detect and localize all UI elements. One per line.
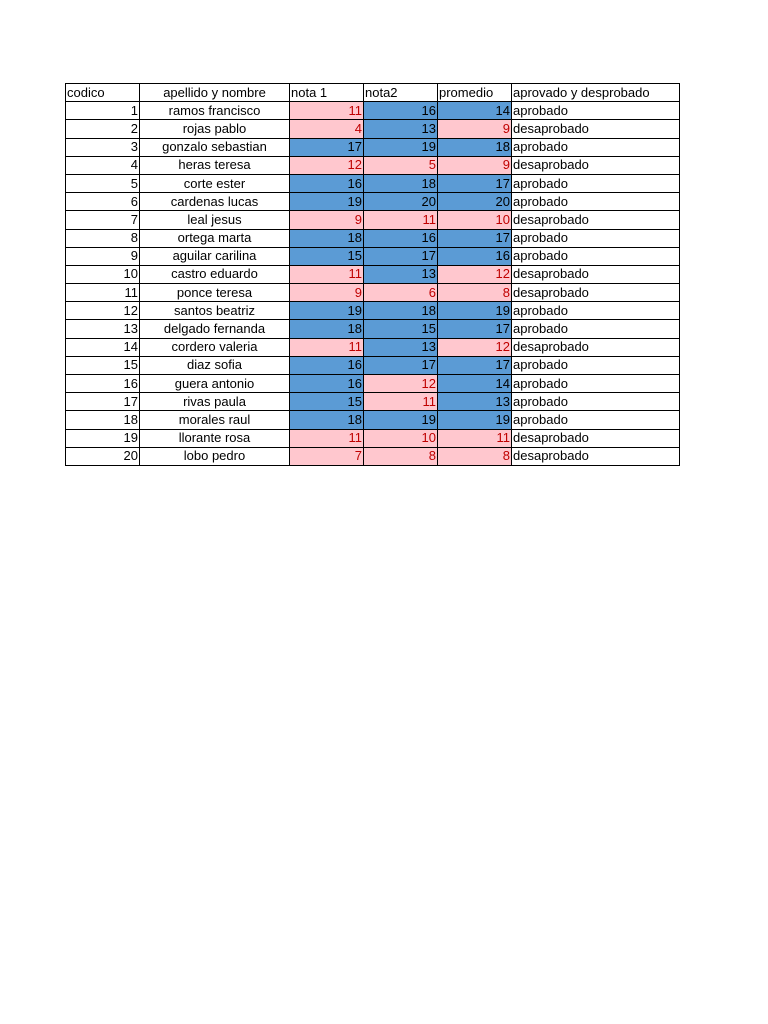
header-row	[66, 84, 680, 102]
cell-codigo[interactable]: 9	[66, 247, 140, 265]
cell-promedio[interactable]: 20	[438, 193, 512, 211]
cell-nombre[interactable]: heras teresa	[140, 156, 290, 174]
table-row	[66, 302, 680, 320]
cell-nota1[interactable]: 16	[290, 174, 364, 192]
table-row	[66, 193, 680, 211]
cell-estado[interactable]: aprobado	[512, 320, 680, 338]
cell-nota1[interactable]: 18	[290, 229, 364, 247]
cell-nombre[interactable]: rojas pablo	[140, 120, 290, 138]
cell-nota1[interactable]: 18	[290, 411, 364, 429]
header-nota2[interactable]: nota2	[364, 84, 438, 102]
cell-nombre[interactable]: diaz sofia	[140, 356, 290, 374]
cell-codigo[interactable]: 19	[66, 429, 140, 447]
cell-codigo[interactable]: 14	[66, 338, 140, 356]
cell-nombre[interactable]: ponce teresa	[140, 284, 290, 302]
cell-estado[interactable]: aprobado	[512, 193, 680, 211]
cell-nota1[interactable]: 9	[290, 284, 364, 302]
cell-codigo[interactable]: 11	[66, 284, 140, 302]
cell-nota2[interactable]: 16	[364, 102, 438, 120]
cell-promedio[interactable]: 14	[438, 375, 512, 393]
cell-codigo[interactable]: 18	[66, 411, 140, 429]
cell-codigo[interactable]: 16	[66, 375, 140, 393]
cell-nombre[interactable]: castro eduardo	[140, 265, 290, 283]
cell-nota1[interactable]: 19	[290, 302, 364, 320]
cell-codigo[interactable]: 5	[66, 174, 140, 192]
cell-promedio[interactable]: 19	[438, 302, 512, 320]
table-row	[66, 320, 680, 338]
cell-nombre[interactable]: cordero valeria	[140, 338, 290, 356]
cell-promedio[interactable]: 12	[438, 265, 512, 283]
cell-promedio[interactable]: 14	[438, 102, 512, 120]
cell-nota2[interactable]: 17	[364, 356, 438, 374]
cell-nota1[interactable]: 11	[290, 265, 364, 283]
cell-codigo[interactable]: 12	[66, 302, 140, 320]
cell-nota2[interactable]: 5	[364, 156, 438, 174]
cell-estado[interactable]: aprobado	[512, 174, 680, 192]
cell-estado[interactable]: desaprobado	[512, 156, 680, 174]
cell-nombre[interactable]: rivas paula	[140, 393, 290, 411]
cell-promedio[interactable]: 18	[438, 138, 512, 156]
cell-nota1[interactable]: 11	[290, 429, 364, 447]
cell-promedio[interactable]: 8	[438, 284, 512, 302]
cell-nota2[interactable]: 16	[364, 229, 438, 247]
cell-nota2[interactable]: 19	[364, 138, 438, 156]
cell-codigo[interactable]: 4	[66, 156, 140, 174]
cell-nota1[interactable]: 15	[290, 247, 364, 265]
cell-promedio[interactable]: 8	[438, 447, 512, 465]
table-row	[66, 393, 680, 411]
cell-estado[interactable]: aprobado	[512, 138, 680, 156]
cell-codigo[interactable]: 3	[66, 138, 140, 156]
cell-nota2[interactable]: 13	[364, 338, 438, 356]
cell-promedio[interactable]: 17	[438, 174, 512, 192]
cell-promedio[interactable]: 13	[438, 393, 512, 411]
cell-promedio[interactable]: 12	[438, 338, 512, 356]
cell-estado[interactable]: aprobado	[512, 375, 680, 393]
cell-estado[interactable]: aprobado	[512, 247, 680, 265]
table-row	[66, 229, 680, 247]
cell-promedio[interactable]: 17	[438, 320, 512, 338]
cell-estado[interactable]: desaprobado	[512, 211, 680, 229]
cell-nota2[interactable]: 10	[364, 429, 438, 447]
cell-codigo[interactable]: 8	[66, 229, 140, 247]
cell-nota2[interactable]: 11	[364, 211, 438, 229]
cell-estado[interactable]: aprobado	[512, 356, 680, 374]
cell-nota1[interactable]: 4	[290, 120, 364, 138]
cell-estado[interactable]: desaprobado	[512, 338, 680, 356]
cell-nota1[interactable]: 18	[290, 320, 364, 338]
cell-nota2[interactable]: 18	[364, 302, 438, 320]
table-row	[66, 356, 680, 374]
cell-estado[interactable]: desaprobado	[512, 120, 680, 138]
cell-nota2[interactable]: 13	[364, 265, 438, 283]
cell-nota1[interactable]: 17	[290, 138, 364, 156]
cell-nota1[interactable]: 15	[290, 393, 364, 411]
cell-codigo[interactable]: 20	[66, 447, 140, 465]
cell-nota2[interactable]: 13	[364, 120, 438, 138]
table-row	[66, 375, 680, 393]
cell-nota1[interactable]: 7	[290, 447, 364, 465]
table-row	[66, 156, 680, 174]
header-nombre[interactable]: apellido y nombre	[140, 84, 290, 102]
cell-codigo[interactable]: 6	[66, 193, 140, 211]
cell-nombre[interactable]: guera antonio	[140, 375, 290, 393]
header-codigo[interactable]: codico	[66, 84, 140, 102]
cell-promedio[interactable]: 19	[438, 411, 512, 429]
cell-estado[interactable]: aprobado	[512, 229, 680, 247]
table-row	[66, 429, 680, 447]
cell-nota2[interactable]: 18	[364, 174, 438, 192]
cell-nota2[interactable]: 17	[364, 247, 438, 265]
cell-promedio[interactable]: 9	[438, 156, 512, 174]
table-row	[66, 211, 680, 229]
cell-nombre[interactable]: ramos francisco	[140, 102, 290, 120]
cell-nombre[interactable]: santos beatriz	[140, 302, 290, 320]
cell-estado[interactable]: aprobado	[512, 102, 680, 120]
cell-codigo[interactable]: 2	[66, 120, 140, 138]
cell-nota1[interactable]: 12	[290, 156, 364, 174]
table-row	[66, 247, 680, 265]
cell-promedio[interactable]: 17	[438, 356, 512, 374]
cell-codigo[interactable]: 17	[66, 393, 140, 411]
cell-estado[interactable]: aprobado	[512, 393, 680, 411]
cell-nota2[interactable]: 12	[364, 375, 438, 393]
cell-estado[interactable]: desaprobado	[512, 447, 680, 465]
cell-estado[interactable]: aprobado	[512, 411, 680, 429]
cell-nombre[interactable]: morales raul	[140, 411, 290, 429]
cell-nota2[interactable]: 19	[364, 411, 438, 429]
table-row	[66, 338, 680, 356]
table-row	[66, 447, 680, 465]
cell-nombre[interactable]: leal jesus	[140, 211, 290, 229]
cell-promedio[interactable]: 16	[438, 247, 512, 265]
cell-promedio[interactable]: 11	[438, 429, 512, 447]
table-row	[66, 284, 680, 302]
cell-nota2[interactable]: 8	[364, 447, 438, 465]
cell-codigo[interactable]: 10	[66, 265, 140, 283]
cell-nombre[interactable]: gonzalo sebastian	[140, 138, 290, 156]
cell-nota1[interactable]: 19	[290, 193, 364, 211]
grades-table	[65, 83, 680, 466]
header-estado[interactable]: aprovado y desprobado	[512, 84, 680, 102]
cell-nombre[interactable]: cardenas lucas	[140, 193, 290, 211]
grades-body	[66, 102, 680, 466]
cell-nota2[interactable]: 15	[364, 320, 438, 338]
table-row	[66, 120, 680, 138]
cell-nombre[interactable]: aguilar carilina	[140, 247, 290, 265]
table-row	[66, 265, 680, 283]
cell-estado[interactable]: aprobado	[512, 302, 680, 320]
header-promedio[interactable]: promedio	[438, 84, 512, 102]
table-row	[66, 174, 680, 192]
cell-nombre[interactable]: corte ester	[140, 174, 290, 192]
cell-promedio[interactable]: 10	[438, 211, 512, 229]
cell-estado[interactable]: desaprobado	[512, 284, 680, 302]
cell-codigo[interactable]: 1	[66, 102, 140, 120]
cell-codigo[interactable]: 15	[66, 356, 140, 374]
cell-nota1[interactable]: 11	[290, 338, 364, 356]
cell-promedio[interactable]: 17	[438, 229, 512, 247]
table-row	[66, 102, 680, 120]
table-row	[66, 138, 680, 156]
cell-nombre[interactable]: delgado fernanda	[140, 320, 290, 338]
cell-nota1[interactable]: 16	[290, 356, 364, 374]
header-nota1[interactable]: nota 1	[290, 84, 364, 102]
cell-estado[interactable]: desaprobado	[512, 265, 680, 283]
cell-promedio[interactable]: 9	[438, 120, 512, 138]
cell-nombre[interactable]: llorante rosa	[140, 429, 290, 447]
grades-sheet	[65, 83, 680, 466]
cell-nombre[interactable]: ortega marta	[140, 229, 290, 247]
cell-nota2[interactable]: 11	[364, 393, 438, 411]
cell-estado[interactable]: desaprobado	[512, 429, 680, 447]
cell-nota1[interactable]: 9	[290, 211, 364, 229]
cell-codigo[interactable]: 13	[66, 320, 140, 338]
table-row	[66, 411, 680, 429]
cell-nombre[interactable]: lobo pedro	[140, 447, 290, 465]
cell-nota1[interactable]: 11	[290, 102, 364, 120]
cell-nota1[interactable]: 16	[290, 375, 364, 393]
cell-nota2[interactable]: 20	[364, 193, 438, 211]
cell-codigo[interactable]: 7	[66, 211, 140, 229]
cell-nota2[interactable]: 6	[364, 284, 438, 302]
